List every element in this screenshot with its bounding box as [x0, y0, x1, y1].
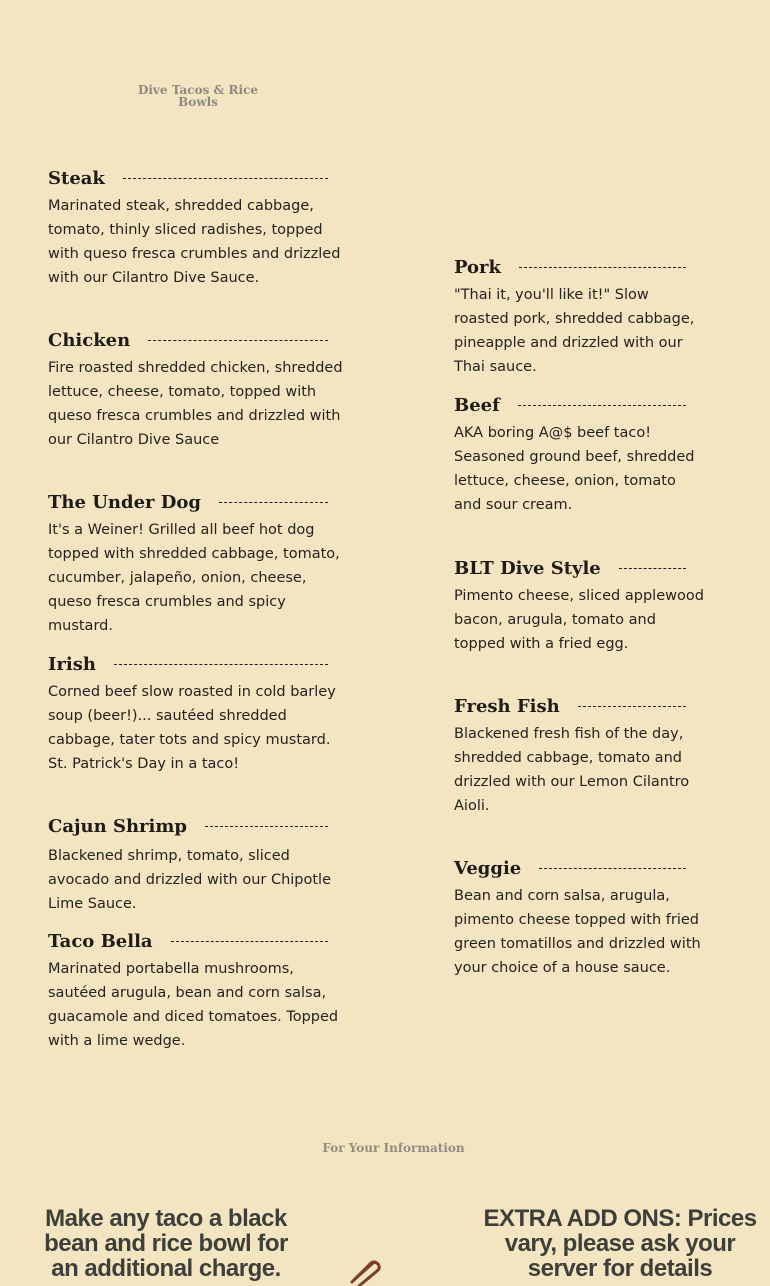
menu-item-description: Pimento cheese, sliced applewood bacon, arugula, tomato and topped with a fried egg. — [454, 588, 704, 652]
menu-item-description: Marinated steak, shredded cabbage, tomato, thinly sliced radishes, topped with queso fresca crumbles and drizzled with our Cilantro Dive Sauce. — [48, 198, 341, 286]
dotted-leader — [519, 267, 686, 268]
bowl-note: Make any taco a black bean and rice bowl for an additional charge. — [44, 1205, 288, 1282]
dotted-leader — [518, 405, 686, 406]
menu-item-name: Veggie — [454, 857, 522, 879]
dotted-leader — [171, 941, 328, 942]
dotted-leader — [219, 502, 328, 503]
menu-item-pork — [454, 255, 695, 379]
menu-item-description: Bean and corn salsa, arugula, pimento cheese topped with fried green tomatillos and drizzled with your choice of a house sauce. — [454, 888, 701, 976]
menu-item-description: Marinated portabella mushrooms, sautéed arugula, bean and corn salsa, guacamole and diced tomatoes. Topped with a lime wedge. — [48, 961, 339, 1049]
dotted-leader — [539, 868, 686, 869]
dotted-leader — [578, 706, 686, 707]
menu-item-veggie — [454, 856, 701, 980]
menu-item-name: BLT Dive Style — [454, 557, 601, 579]
menu-item-name: The Under Dog — [48, 491, 201, 513]
menu-item-irish — [48, 652, 336, 776]
page-title: Dive Tacos & Rice Bowls — [137, 83, 259, 109]
menu-item-description: "Thai it, you'll like it!" Slow roasted pork, shredded cabbage, pineapple and drizzled with our Thai sauce. — [454, 287, 695, 375]
dotted-leader — [205, 826, 328, 827]
menu-item-name: Taco Bella — [48, 930, 153, 952]
menu-item-fresh-fish — [454, 694, 690, 818]
menu-item-chicken — [48, 328, 343, 452]
dotted-leader — [123, 178, 328, 179]
menu-item-description: AKA boring A@$ beef taco! Seasoned ground beef, shredded lettuce, cheese, onion, tomato and sour cream. — [454, 425, 695, 513]
dotted-leader — [148, 340, 328, 341]
menu-item-name: Pork — [454, 256, 502, 278]
menu-item-name: Cajun Shrimp — [48, 815, 187, 837]
menu-item-name: Beef — [454, 394, 500, 416]
dotted-leader — [114, 664, 328, 665]
menu-item-steak — [48, 166, 341, 290]
menu-item-blt-dive-style — [454, 556, 704, 656]
add-ons-note: EXTRA ADD ONS: Prices vary, please ask your server for details — [483, 1205, 757, 1282]
menu-item-cajun-shrimp — [48, 814, 332, 916]
menu-item-name: Fresh Fish — [454, 695, 560, 717]
menu-item-description: Blackened shrimp, tomato, sliced avocado and drizzled with our Chipotle Lime Sauce. — [48, 848, 332, 912]
menu-item-description: It's a Weiner! Grilled all beef hot dog topped with shredded cabbage, tomato, cucumber, jalapeño, onion, cheese, queso fresca crumbles and spicy mustard. — [48, 522, 340, 634]
menu-item-description: Blackened fresh fish of the day, shredded cabbage, tomato and drizzled with our Lemon Cilantro Aioli. — [454, 726, 690, 814]
menu-item-name: Chicken — [48, 329, 131, 351]
menu-item-name: Irish — [48, 653, 96, 675]
pencil-icon — [344, 1256, 384, 1286]
menu-item-description: Fire roasted shredded chicken, shredded lettuce, cheese, tomato, topped with queso fresca crumbles and drizzled with our Cilantro Dive Sauce — [48, 360, 343, 448]
menu-item-beef — [454, 393, 695, 517]
info-section-title: For Your Information — [322, 1141, 465, 1155]
menu-item-description: Corned beef slow roasted in cold barley soup (beer!)... sautéed shredded cabbage, tater tots and spicy mustard. St. Patrick's Day in a taco! — [48, 684, 336, 772]
menu-item-the-under-dog — [48, 490, 340, 638]
dotted-leader — [619, 568, 686, 569]
menu-item-name: Steak — [48, 167, 105, 189]
menu-item-taco-bella — [48, 929, 339, 1053]
